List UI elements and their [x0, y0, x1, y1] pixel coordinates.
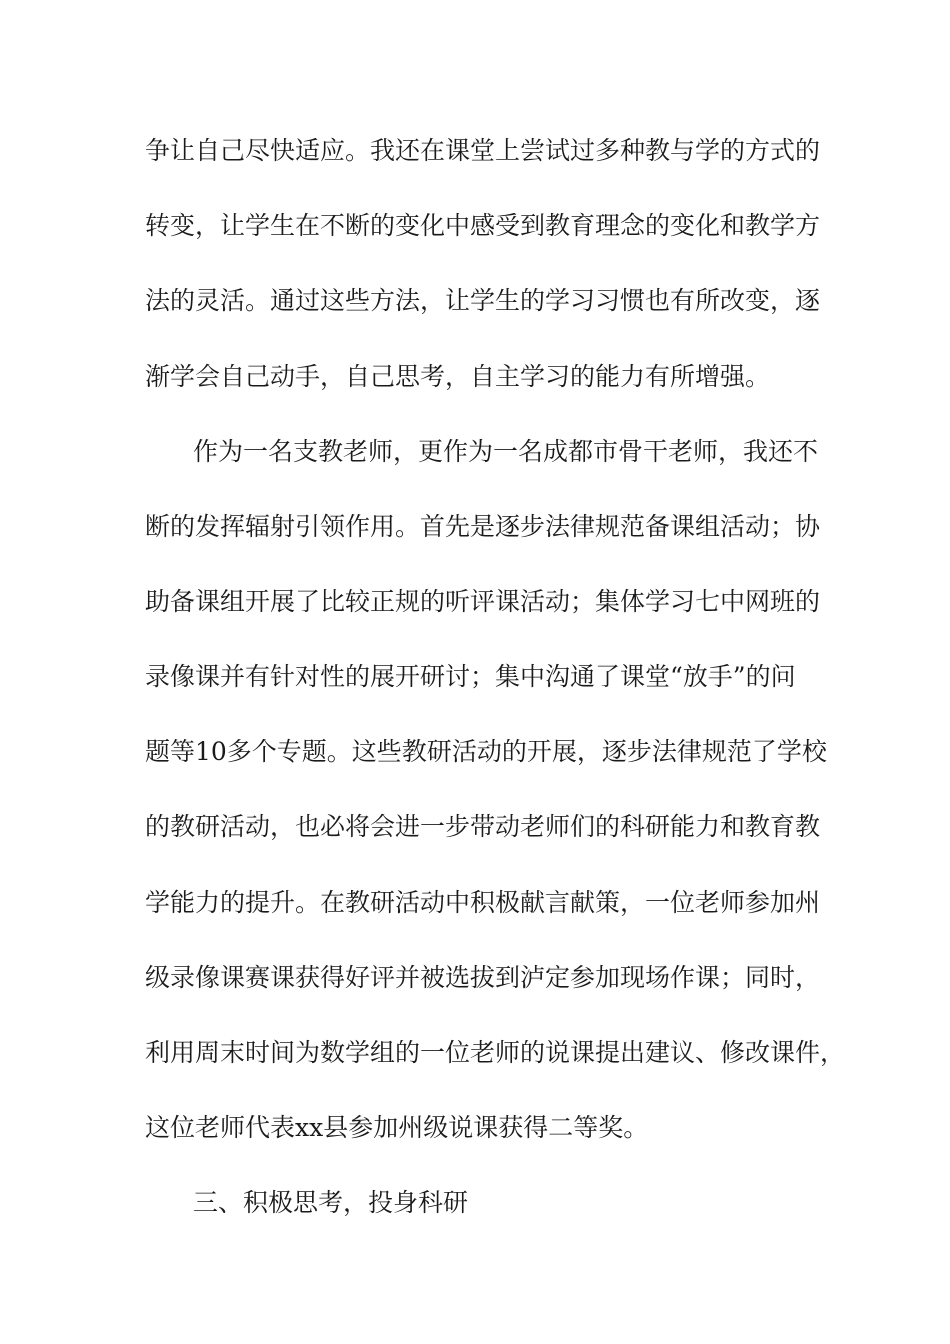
paragraph-line: 题等10多个专题。这些教研活动的开展，逐步法律规范了学校	[145, 737, 827, 766]
paragraph-line: 级录像课赛课获得好评并被选拔到泸定参加现场作课；同时，	[145, 963, 821, 992]
paragraph-line: 作为一名支教老师，更作为一名成都市骨干老师，我还不	[193, 437, 819, 466]
paragraph-line: 这位老师代表xx县参加州级说课获得二等奖。	[145, 1113, 649, 1142]
paragraph-line: 学能力的提升。在教研活动中积极献言献策，一位老师参加州	[145, 888, 821, 917]
paragraph-line: 断的发挥辐射引领作用。首先是逐步法律规范备课组活动；协	[145, 512, 821, 541]
paragraph-line: 渐学会自己动手，自己思考，自主学习的能力有所增强。	[145, 362, 771, 391]
paragraph-line: 利用周末时间为数学组的一位老师的说课提出建议、修改课件，	[145, 1038, 846, 1067]
paragraph-line: 转变，让学生在不断的变化中感受到教育理念的变化和教学方	[145, 211, 821, 240]
paragraph-line: 法的灵活。通过这些方法，让学生的学习习惯也有所改变，逐	[145, 286, 821, 315]
section-heading: 三、积极思考，投身科研	[193, 1188, 469, 1217]
paragraph-line: 录像课并有针对性的展开研讨；集中沟通了课堂“放手”的问	[145, 662, 796, 691]
paragraph-line: 助备课组开展了比较正规的听评课活动；集体学习七中网班的	[145, 587, 821, 616]
paragraph-line: 争让自己尽快适应。我还在课堂上尝试过多种教与学的方式的	[145, 136, 821, 165]
paragraph-line: 的教研活动，也必将会进一步带动老师们的科研能力和教育教	[145, 812, 821, 841]
